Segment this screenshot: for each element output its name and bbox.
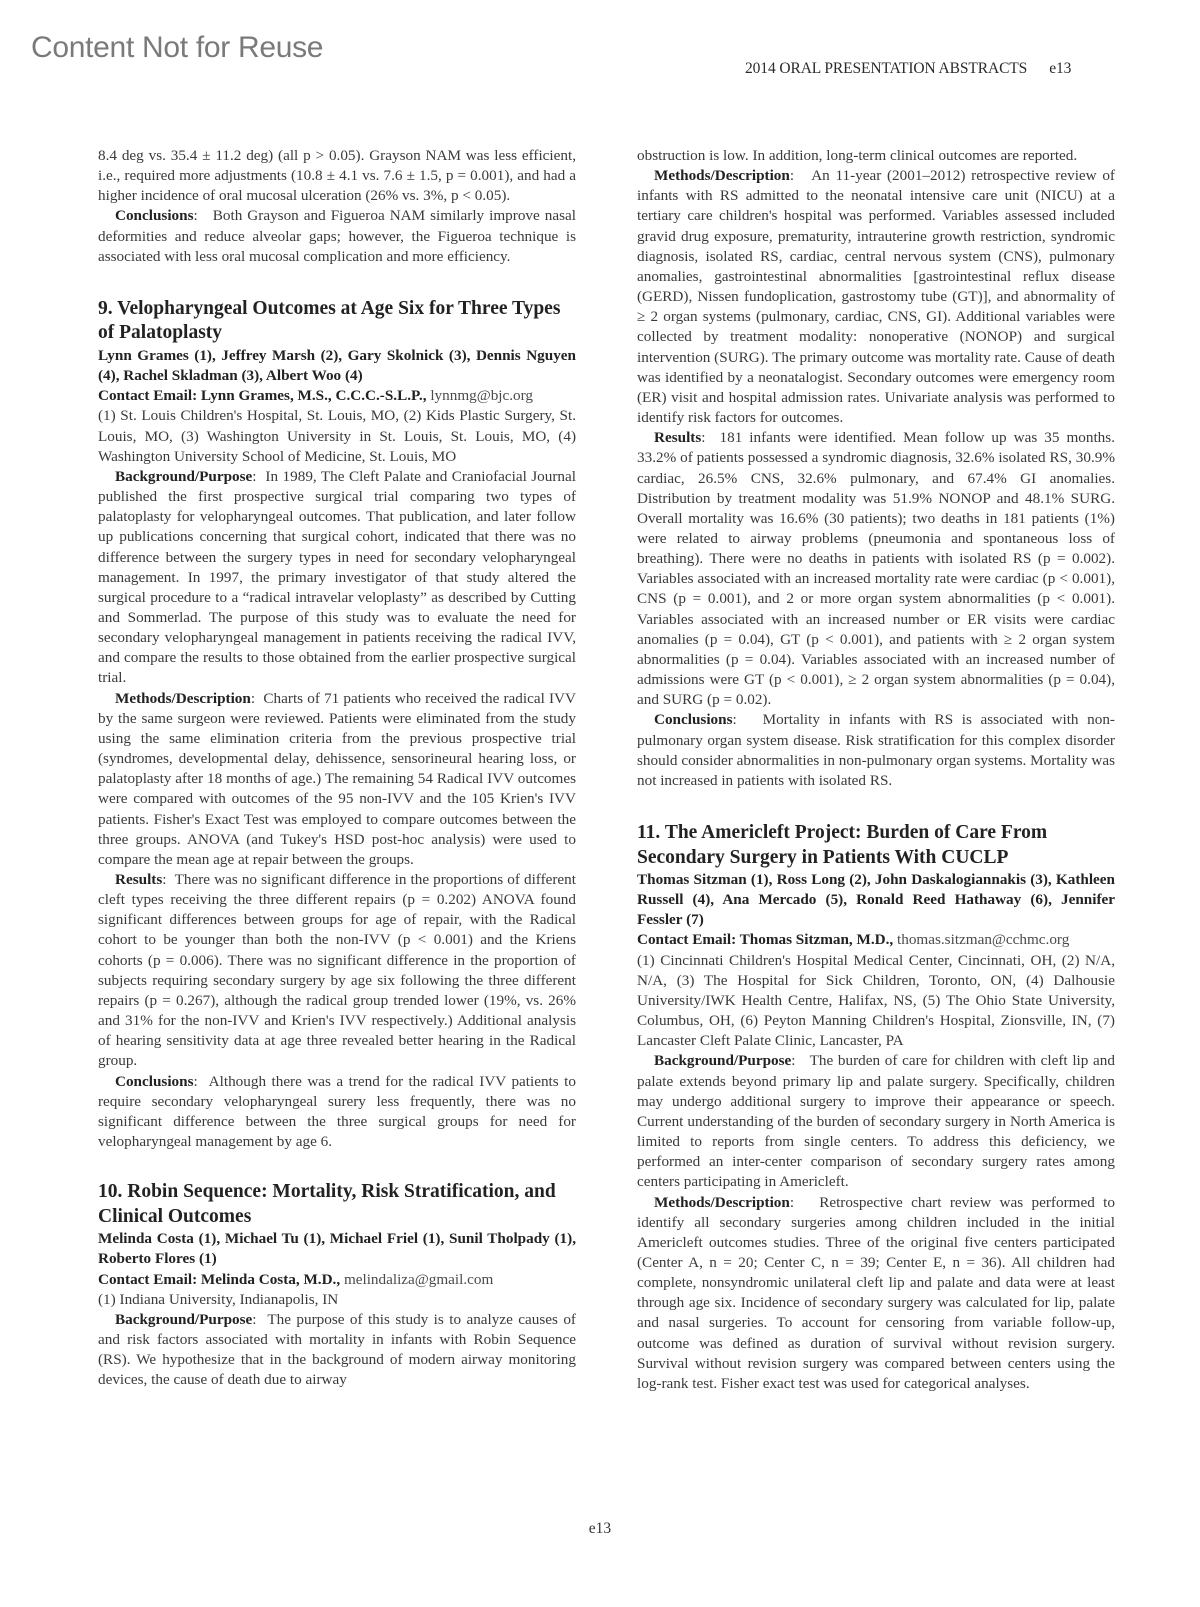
methods-text: Retrospective chart review was performed to identify all secondary surgeries among children included in the initial Americleft outcomes studies. Three of the original five centers participated (Center A, n = 20; Center C, n = 39; Center E, n = 36). All children had complete, nonsyndromic unilateral cleft lip and palate and data were at least through age six. Incidence of secondary surgery was calculated for lip, palate and nasal surgeries. To account for censoring from variable follow-up, outcome was defined as duration of survival without revision surgery. Survival without revision surgery was compared between centers using the log-rank test. Fisher exact test was used for categorical analyses. bbox=[637, 1193, 1115, 1392]
results-paragraph: Results: 181 infants were identified. Mean follow up was 35 months. 33.2% of patients possessed a syndromic diagnosis, 32.6% isolated RS, 30.9% cardiac, 26.5% CNS, 32.6% pulmonary, and 67.4% GI anomalies. Distribution by treatment modality was 51.9% NONOP and 48.1% SURG. Overall mortality was 16.6% (30 patients); two deaths in 181 patients (1%) were related to airway problems (pneumonia and spontaneous loss of breathing). There were no deaths in patients with isolated RS (p = 0.002). Variables associated with an increased mortality rate were cardiac (p < 0.001), CNS (p = 0.001), and 2 or more organ system abnormalities (p < 0.001). Variables associated with an increased number or ER visits were cardiac anomalies (p = 0.04), GT (p < 0.001), and patients with ≥ 2 organ system abnormalities (p = 0.04). Variables associated with an increased number of admissions were GT (p < 0.001), ≥ 2 organ system abnormalities (p = 0.04), and SURG (p = 0.02). bbox=[637, 429, 1115, 709]
abstract-10-continued bbox=[637, 146, 1115, 791]
conclusions-paragraph: Conclusions: Mortality in infants with RS is associated with non-pulmonary organ system disease. Risk stratification for this complex disorder should consider abnormalities in non-pulmonary organ systems. Mortality was not increased in patients with isolated RS. bbox=[637, 711, 1115, 789]
results-label: Results bbox=[115, 871, 163, 888]
background-text: The purpose of this study is to analyze causes of and risk factors associated with mortality in infants with Robin Sequence (RS). We hypothesize that in the background of modern airway monitoring devices, the cause of death due to airway bbox=[98, 1310, 576, 1389]
contact-label: Contact Email: Thomas Sitzman, M.D., bbox=[637, 931, 894, 949]
abstract-title: 9. Velopharyngeal Outcomes at Age Six for Three Types of Palatoplasty bbox=[98, 297, 561, 344]
abstract-10 bbox=[98, 1180, 576, 1390]
footer-page-number: e13 bbox=[588, 1520, 612, 1537]
methods-text: An 11-year (2001–2012) retrospective review of infants with RS admitted to the neonatal intensive care unit (NICU) at a tertiary care children's hospital was performed. Variables assessed included gravid drug exposure, prematurity, intrauterine growth restriction, syndromic diagnosis, isolated RS, cardiac, central nervous system (CNS), pulmonary anomalies, gastrointestinal abnormalities [gastrointestinal reflux disease (GERD), Nissen fundoplication, gastrostomy tube (GT)], and abnormality of ≥ 2 organ systems (pulmonary, cardiac, CNS, GI). Additional variables were collected by treatment modality: nonoperative (NONOP) and surgical intervention (SURG). The primary outcome was mortality rate. Cause of death was identified by a neonatalogist. Secondary outcomes were emergency room (ER) visit and hospital admission rates. Univariate analysis was performed to identify risk factors for outcomes. bbox=[637, 167, 1115, 427]
conclusions-label: Conclusions bbox=[115, 207, 194, 225]
spacer bbox=[98, 267, 576, 297]
methods-label: Methods/Description bbox=[115, 689, 251, 707]
watermark: Content Not for Reuse bbox=[31, 31, 324, 64]
results-label: Results bbox=[654, 429, 702, 447]
background-continuation: obstruction is low. In addition, long-term clinical outcomes are reported. bbox=[637, 147, 1078, 164]
results-text: 181 infants were identified. Mean follow up was 35 months. 33.2% of patients possessed a syndromic diagnosis, 32.6% isolated RS, 30.9% cardiac, 26.5% CNS, 32.6% pulmonary, and 67.4% GI anomalies. Distribution by treatment modality was 51.9% NONOP and 48.1% SURG. Overall mortality was 16.6% (30 patients); two deaths in 181 patients (1%) were related to airway problems (pneumonia and spontaneous loss of breathing). There were no deaths in patients with isolated RS (p = 0.002). Variables associated with an increased mortality rate were cardiac (p < 0.001), CNS (p = 0.001), and 2 or more organ system abnormalities (p < 0.001). Variables associated with an increased number or ER visits were cardiac anomalies (p = 0.04), GT (p < 0.001), and patients with ≥ 2 organ system abnormalities (p = 0.04). Variables associated with an increased number of admissions were GT (p < 0.001), ≥ 2 organ system abnormalities (p = 0.04), and SURG (p = 0.02). bbox=[637, 429, 1115, 709]
header-page-number: e13 bbox=[1049, 60, 1072, 77]
background-label: Background/Purpose bbox=[115, 467, 253, 485]
spacer bbox=[98, 1152, 576, 1180]
author-list: Thomas Sitzman (1), Ross Long (2), John Daskalogiannakis (3), Kathleen Russell (4), Ana Mercado (5), Ronald Reed Hathaway (6), Jennifer Fessler (7) bbox=[637, 871, 1115, 929]
methods-paragraph: Methods/Description: Charts of 71 patients who received the radical IVV by the same surgeon were reviewed. Patients were eliminated from the study using the same elimination criteria from the previous prospective trial (syndromes, developmental delay, dehissence, sensorineural hearing loss, or palatoplasty after 18 months of age.) The remaining 54 Radical IVV outcomes were compared with outcomes of the 95 non-IVV and the 105 Krien's IVV patients. Fisher's Exact Test was employed to compare outcomes between the three groups. ANOVA (and Tukey's HSD post-hoc analysis) were used to compare the mean age at repair between the groups. bbox=[98, 689, 576, 868]
conclusions-label: Conclusions bbox=[654, 711, 733, 729]
right-column bbox=[637, 146, 1115, 1394]
results-paragraph: Results: There was no significant difference in the proportions of different cleft types receiving the three different repairs (p = 0.202) ANOVA found significant differences between groups for age of repair, with the Radical cohort to be younger than both the non-IVV (p < 0.001) and the Kriens cohorts (p = 0.006). There was no significant difference in the proportion of subjects requiring secondary surgery by age six following the three different repairs (p = 0.267), although the radical group trended lower (19%, vs. 26% and 31% for the non-IVV and Krien's IVV respectively.) Additional analysis of hearing sensitivity data at age three revealed better hearing in the Radical group. bbox=[98, 871, 576, 1070]
methods-label: Methods/Description bbox=[654, 1193, 790, 1211]
contact-line bbox=[98, 1270, 576, 1290]
background-text: In 1989, The Cleft Palate and Craniofacial Journal published the first prospective surgical trial comparing two types of palatoplasty for velopharyngeal outcomes. That publication, and later follow up publications concerning that surgical cohort, indicated that there was no difference between the surgery types in need for secondary velopharyngeal management. In 1997, the primary investigator of that study altered the surgical procedure to a “radical intravelar veloplasty” as described by Cutting and Sommerlad. The purpose of this study was to evaluate the need for secondary velopharyngeal management in patients receiving the radical IVV, and compare the results to those obtained from the earlier prospective surgical trial. bbox=[98, 467, 576, 687]
spacer bbox=[637, 791, 1115, 821]
background-label: Background/Purpose bbox=[115, 1310, 253, 1328]
page-footer bbox=[0, 1520, 1200, 1538]
running-header bbox=[745, 60, 1071, 78]
results-text: There was no significant difference in the proportions of different cleft types receiving the three different repairs (p = 0.202) ANOVA found significant differences between groups for age of repair, with the Radical cohort to be younger than both the non-IVV (p < 0.001) and the Kriens cohorts (p = 0.006). There was no significant difference in the proportion of subjects requiring secondary surgery by age six following the three different repairs (p = 0.267), although the radical group trended lower (19%, vs. 26% and 31% for the non-IVV and Krien's IVV respectively.) Additional analysis of hearing sensitivity data at age three revealed better hearing in the Radical group. bbox=[98, 871, 576, 1070]
contact-email-link[interactable]: lynnmg@bjc.org bbox=[430, 387, 534, 405]
conclusions-text: Both Grayson and Figueroa NAM similarly improve nasal deformities and reduce alveolar gaps; however, the Figueroa technique is associated with less oral mucosal complication and more efficiency. bbox=[98, 207, 576, 265]
conclusions-paragraph: Conclusions: Both Grayson and Figueroa NAM similarly improve nasal deformities and reduce alveolar gaps; however, the Figueroa technique is associated with less oral mucosal complication and more efficiency. bbox=[98, 207, 576, 265]
author-list: Melinda Costa (1), Michael Tu (1), Michael Friel (1), Sunil Tholpady (1), Roberto Flores (1) bbox=[98, 1230, 576, 1268]
background-paragraph: Background/Purpose: The purpose of this study is to analyze causes of and risk factors associated with mortality in infants with Robin Sequence (RS). We hypothesize that in the background of modern airway monitoring devices, the cause of death due to airway bbox=[98, 1310, 576, 1389]
left-column bbox=[98, 146, 576, 1390]
background-paragraph: Background/Purpose: In 1989, The Cleft Palate and Craniofacial Journal published the first prospective surgical trial comparing two types of palatoplasty for velopharyngeal outcomes. That publication, and later follow up publications concerning that surgical cohort, indicated that there was no difference between the surgery types in need for secondary velopharyngeal management. In 1997, the primary investigator of that study altered the surgical procedure to a “radical intravelar veloplasty” as described by Cutting and Sommerlad. The purpose of this study was to evaluate the need for secondary velopharyngeal management in patients receiving the radical IVV, and compare the results to those obtained from the earlier prospective surgical trial. bbox=[98, 467, 576, 687]
methods-paragraph: Methods/Description: Retrospective chart review was performed to identify all secondary surgeries among children included in the initial Americleft outcomes studies. Three of the original five centers participated (Center A, n = 20; Center C, n = 39; Center E, n = 36). All children had complete, nonsyndromic unilateral cleft lip and palate and data were at least through age six. Incidence of secondary surgery was calculated for lip, palate and nasal surgeries. To account for censoring from variable follow-up, outcome was defined as duration of survival without revision surgery. Survival without revision surgery was compared between centers using the log-rank test. Fisher exact test was used for categorical analyses. bbox=[637, 1193, 1115, 1392]
background-label: Background/Purpose bbox=[654, 1052, 792, 1070]
abstract-title: 10. Robin Sequence: Mortality, Risk Stratification, and Clinical Outcomes bbox=[98, 1181, 556, 1227]
background-paragraph: Background/Purpose: The burden of care for children with cleft lip and palate extends beyond primary lip and palate surgery. Specifically, children may undergo additional surgery to improve their appearance or speech. Current understanding of the burden of secondary surgery in North America is limited to reports from single centers. To address this deficiency, we performed an inter-center comparison of secondary surgery rates among centers participating in Americleft. bbox=[637, 1052, 1115, 1191]
conclusions-text: Mortality in infants with RS is associated with non-pulmonary organ system disease. Risk stratification for this complex disorder should consider abnormalities in non-pulmonary organ systems. Mortality was not increased in patients with isolated RS. bbox=[637, 711, 1115, 789]
methods-label: Methods/Description bbox=[654, 167, 790, 185]
affiliations: (1) Indiana University, Indianapolis, IN bbox=[98, 1290, 339, 1308]
affiliations: (1) St. Louis Children's Hospital, St. Louis, MO, (2) Kids Plastic Surgery, St. Louis, MO, (3) Washington University in St. Louis, St. Louis, MO, (4) Washington University School of Medicine, St. Louis, MO bbox=[98, 407, 576, 465]
author-list: Lynn Grames (1), Jeffrey Marsh (2), Gary Skolnick (3), Dennis Nguyen (4), Rachel Skladman (3), Albert Woo (4) bbox=[98, 346, 576, 385]
conclusions-text: Although there was a trend for the radical IVV patients to require secondary velopharyngeal surery less frequently, there was no significant difference between the three surgical groups for need for velopharyngeal management by age 6. bbox=[98, 1072, 576, 1151]
abstract-title: 11. The Americleft Project: Burden of Care From Secondary Surgery in Patients With CUCLP bbox=[637, 822, 1048, 868]
contact-label: Contact Email: Lynn Grames, M.S., C.C.C.-S.L.P., bbox=[98, 387, 427, 405]
conclusions-label: Conclusions bbox=[115, 1072, 194, 1090]
abstract-9 bbox=[98, 297, 576, 1152]
methods-text: Charts of 71 patients who received the radical IVV by the same surgeon were reviewed. Patients were eliminated from the study using the same elimination criteria from the previous prospective trial (syndromes, developmental delay, dehissence, sensorineural hearing loss, or palatoplasty after 18 months of age.) The remaining 54 Radical IVV outcomes were compared with outcomes of the 95 non-IVV and the 105 Krien's IVV patients. Fisher's Exact Test was employed to compare outcomes between the three groups. ANOVA (and Tukey's HSD post-hoc analysis) were used to compare the mean age at repair between the groups. bbox=[98, 689, 576, 868]
affiliations: (1) Cincinnati Children's Hospital Medical Center, Cincinnati, OH, (2) N/A, N/A, (3) The Hospital for Sick Children, Toronto, ON, (4) Dalhousie University/IWK Health Centre, Halifax, NS, (5) The Ohio State University, Columbus, OH, (6) Peyton Manning Children's Hospital, Zionsville, IN, (7) Lancaster Cleft Palate Clinic, Lancaster, PA bbox=[637, 951, 1115, 1050]
methods-paragraph: Methods/Description: An 11-year (2001–2012) retrospective review of infants with RS admitted to the neonatal intensive care unit (NICU) at a tertiary care children's hospital was performed. Variables assessed included gravid drug exposure, prematurity, intrauterine growth restriction, syndromic diagnosis, isolated RS, cardiac, central nervous system (CNS), pulmonary anomalies, gastrointestinal abnormalities [gastrointestinal reflux disease (GERD), Nissen fundoplication, gastrostomy tube (GT)], and abnormality of ≥ 2 organ systems (pulmonary, cardiac, CNS, GI). Additional variables were collected by treatment modality: nonoperative (NONOP) and surgical intervention (SURG). The primary outcome was mortality rate. Cause of death was identified by a neonatalogist. Secondary outcomes were emergency room (ER) visit and hospital admission rates. Univariate analysis was performed to identify risk factors for outcomes. bbox=[637, 167, 1115, 427]
abstract-11 bbox=[637, 821, 1115, 1394]
background-text: The burden of care for children with cleft lip and palate extends beyond primary lip and palate surgery. Specifically, children may undergo additional surgery to improve their appearance or speech. Current understanding of the burden of secondary surgery in North America is limited to reports from single centers. To address this deficiency, we performed an inter-center comparison of secondary surgery rates among centers participating in Americleft. bbox=[637, 1052, 1115, 1191]
results-continuation: 8.4 deg vs. 35.4 ± 11.2 deg) (all p > 0.05). Grayson NAM was less efficient, i.e., required more adjustments (10.8 ± 4.1 vs. 7.6 ± 1.5, p = 0.001), and had a higher incidence of oral mucosal ulceration (26% vs. 3%, p < 0.05). bbox=[98, 147, 576, 205]
contact-email-link[interactable]: melindaliza@gmail.com bbox=[343, 1270, 494, 1288]
contact-line bbox=[98, 386, 576, 406]
contact-line bbox=[637, 930, 1115, 950]
contact-email-link[interactable]: thomas.sitzman@cchmc.org bbox=[897, 931, 1070, 949]
contact-label: Contact Email: Melinda Costa, M.D., bbox=[98, 1270, 341, 1288]
conclusions-paragraph: Conclusions: Although there was a trend for the radical IVV patients to require secondary velopharyngeal surery less frequently, there was no significant difference between the three surgical groups for need for velopharyngeal management by age 6. bbox=[98, 1072, 576, 1151]
running-title: 2014 ORAL PRESENTATION ABSTRACTS bbox=[745, 60, 1028, 77]
